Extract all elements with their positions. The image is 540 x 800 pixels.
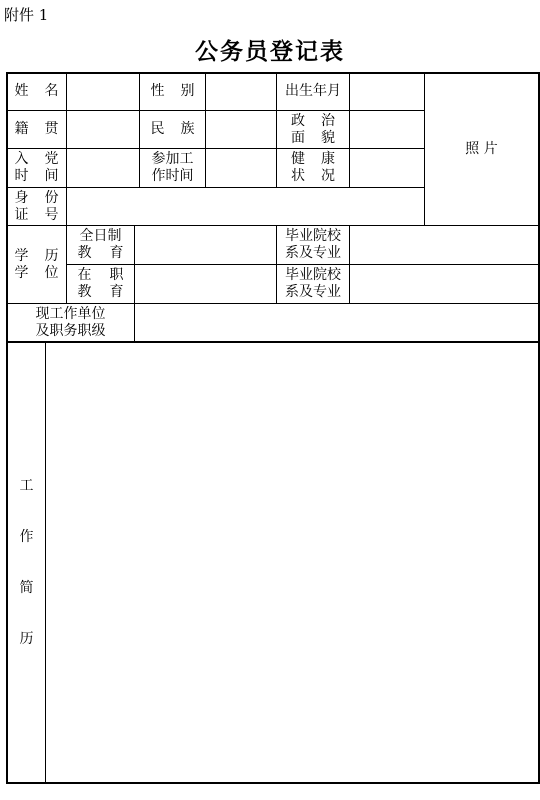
work-start-date-label: 参加工 作时间	[151, 151, 194, 184]
in-service-education-label: 在 职 教 育	[77, 267, 124, 300]
education-degree-label: 学 历 学 位	[14, 247, 59, 281]
native-place-label: 籍 贯	[14, 121, 59, 137]
photo-label: 照 片	[465, 140, 498, 157]
school-major-label-2: 毕业院校 系及专业	[285, 267, 341, 300]
ethnicity-label: 民 族	[150, 121, 195, 137]
gender-label: 性 别	[150, 83, 195, 99]
work-resume-label: 工 作 简 历	[19, 477, 34, 647]
current-unit-label: 现工作单位 及职务职级	[35, 305, 106, 339]
id-number-label: 身 份 证 号	[14, 189, 59, 223]
party-join-date-label: 入 党 时 间	[14, 151, 59, 184]
birth-label: 出生年月	[285, 83, 341, 99]
form-title: 公务员登记表	[195, 38, 345, 65]
health-status-label: 健 康 状 况	[291, 151, 335, 184]
attachment-label: 附件 1	[4, 6, 49, 24]
name-label: 姓 名	[14, 83, 59, 99]
political-status-label: 政 治 面 貌	[291, 112, 335, 146]
full-time-education-label: 全日制 教 育	[77, 228, 124, 261]
school-major-label: 毕业院校 系及专业	[285, 228, 341, 261]
